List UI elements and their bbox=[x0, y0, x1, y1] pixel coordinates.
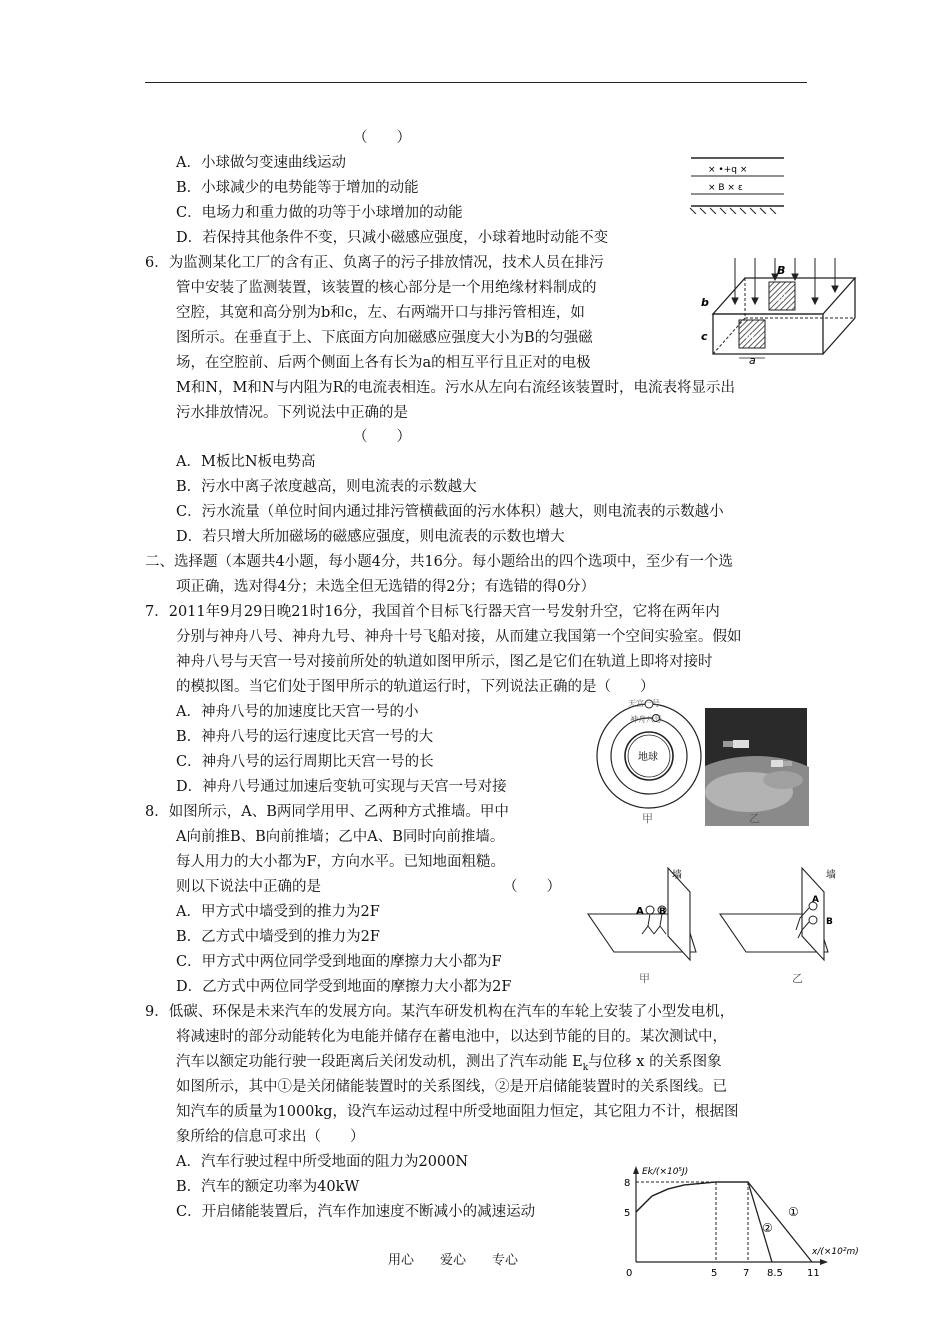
answer-bracket: （ ） bbox=[353, 130, 411, 146]
q8-wall-figure-jia bbox=[584, 864, 704, 988]
option-a: A．甲方式中墙受到的推力为2F bbox=[176, 904, 380, 920]
option-c: C．甲方式中两位同学受到地面的摩擦力大小都为F bbox=[176, 954, 502, 970]
series-label-1: ① bbox=[788, 1205, 799, 1219]
q8-fig-wall-label: 墙 bbox=[826, 870, 836, 881]
y-axis-arrow bbox=[633, 1166, 639, 1174]
option-b: B．乙方式中墙受到的推力为2F bbox=[176, 929, 380, 945]
q8-fig-A: A bbox=[812, 895, 819, 905]
q7-line-2: 分别与神舟八号、神舟九号、神舟十号飞船对接，从而建立我国第一个空间实验室。假如 bbox=[176, 629, 742, 645]
q6-fig-a: a bbox=[749, 354, 756, 366]
q8-fig-B: B bbox=[826, 917, 833, 927]
x-tick-11: 11 bbox=[807, 1268, 820, 1279]
q8-line-1: 8．如图所示，A、B两同学用甲、乙两种方式推墙。甲中 bbox=[145, 804, 509, 820]
q7-fig-yi-label: 乙 bbox=[749, 812, 760, 825]
q8-fig-yi-label: 乙 bbox=[792, 972, 803, 985]
q6-line-2: 管中安装了监测装置，该装置的核心部分是一个用绝缘材料制成的 bbox=[176, 280, 597, 296]
q9-line-3 bbox=[176, 1052, 722, 1078]
q6-box-figure bbox=[683, 254, 863, 366]
q6-fig-B: B bbox=[777, 264, 786, 277]
option-b: B．污水中离子浓度越高，则电流表的示数越大 bbox=[176, 479, 477, 495]
q9-line-3-b: 与位移 x 的关系图象 bbox=[588, 1054, 722, 1070]
x-tick-8.5: 8.5 bbox=[767, 1268, 783, 1279]
q8-fig-B: B bbox=[659, 907, 666, 917]
q6-fig-M: M bbox=[746, 331, 755, 342]
q9-line-6: 象所给的信息可求出（ ） bbox=[176, 1129, 365, 1145]
q9-line-1: 9．低碳、环保是未来汽车的发展方向。某汽车研发机构在汽车的车轮上安装了小型发电机， bbox=[145, 1004, 735, 1020]
q7-line-1: 7．2011年9月29日晚21时16分，我国首个目标飞行器天宫一号发射升空，它将在两年内 bbox=[145, 604, 720, 620]
series-line-2 bbox=[636, 1182, 772, 1262]
option-a: A．汽车行驶过程中所受地面的阻力为2000N bbox=[176, 1154, 469, 1170]
option-c: C．污水流量（单位时间内通过排污管横截面的污水体积）越大，则电流表的示数越小 bbox=[176, 504, 724, 520]
q6-fig-N: N bbox=[778, 293, 786, 304]
q6-line-5: 场，在空腔前、后两个侧面上各有长为a的相互平行且正对的电极 bbox=[176, 355, 591, 371]
q8-wall-figure-yi bbox=[716, 864, 840, 988]
q6-line-7: 污水排放情况。下列说法中正确的是 bbox=[176, 405, 408, 421]
q9-line-3-sub: k bbox=[582, 1062, 589, 1073]
q7-docking-photo-yi bbox=[705, 708, 809, 826]
series-label-2: ② bbox=[762, 1221, 773, 1235]
q6-line-1: 6．为监测某化工厂的含有正、负离子的污子排放情况，技术人员在排污 bbox=[145, 255, 604, 271]
q8-line-4: 则以下说法中正确的是 bbox=[176, 879, 321, 895]
option-a: A．小球做匀变速曲线运动 bbox=[176, 155, 346, 171]
option-c: C．神舟八号的运行周期比天宫一号的长 bbox=[176, 754, 434, 770]
chart-guides bbox=[636, 1182, 748, 1262]
q8-fig-wall-label: 墙 bbox=[672, 870, 682, 881]
y-tick-8: 8 bbox=[624, 1178, 631, 1189]
x-axis-label: x/(×10²m) bbox=[812, 1247, 859, 1257]
option-b: B．小球减少的电势能等于增加的动能 bbox=[176, 180, 419, 196]
option-b: B．神舟八号的运行速度比天宫一号的大 bbox=[176, 729, 434, 745]
option-b: B．汽车的额定功率为40kW bbox=[176, 1179, 360, 1195]
option-a: A．神舟八号的加速度比天宫一号的小 bbox=[176, 704, 419, 720]
q7-fig-jia-label: 甲 bbox=[642, 812, 653, 825]
y-axis-label: Ek/(×10⁵J) bbox=[642, 1167, 689, 1177]
q8-fig-jia-label: 甲 bbox=[639, 972, 650, 985]
page-footer: 用心 爱心 专心 bbox=[388, 1253, 519, 1268]
q7-fig-shenzhou-label: 神舟八号 bbox=[630, 715, 662, 724]
q8-fig-A: A bbox=[636, 906, 644, 917]
section-2-line-1: 二、选择题（本题共4小题，每小题4分，共16分。每小题给出的四个选项中，至少有一个选 bbox=[145, 554, 733, 570]
option-d: D．神舟八号通过加速后变轨可实现与天宫一号对接 bbox=[176, 779, 507, 795]
x-axis-arrow bbox=[820, 1259, 828, 1265]
q5-field-figure bbox=[686, 152, 796, 214]
answer-bracket: （ ） bbox=[353, 429, 411, 445]
header-rule bbox=[145, 82, 807, 83]
x-tick-7: 7 bbox=[743, 1268, 750, 1279]
q9-line-5: 知汽车的质量为1000kg，设汽车运动过程中所受地面阻力恒定，其它阻力不计，根据图 bbox=[176, 1104, 739, 1120]
x-tick-0: 0 bbox=[626, 1268, 633, 1279]
chart-series bbox=[636, 1182, 812, 1262]
q7-line-3: 神舟八号与天宫一号对接前所处的轨道如图甲所示，图乙是它们在轨道上即将对接时 bbox=[176, 654, 713, 670]
q5-field-row2: × B × ε bbox=[708, 183, 743, 193]
option-d: D．乙方式中两位同学受到地面的摩擦力大小都为2F bbox=[176, 979, 512, 995]
y-tick-5: 5 bbox=[624, 1208, 631, 1219]
section-2-line-2: 项正确，选对得4分；未选全但无选错的得2分；有选错的得0分） bbox=[176, 579, 596, 595]
q6-fig-b: b bbox=[701, 296, 709, 309]
q8-line-2: A向前推B、B向前推墙；乙中A、B同时向前推墙。 bbox=[176, 829, 505, 845]
chart-ticks bbox=[624, 1178, 820, 1279]
q7-fig-earth-label: 地球 bbox=[638, 752, 658, 763]
option-d: D．若保持其他条件不变，只减小磁感应强度，小球着地时动能不变 bbox=[176, 230, 609, 246]
q7-line-4: 的模拟图。当它们处于图甲所示的轨道运行时，下列说法正确的是（ ） bbox=[176, 679, 655, 695]
q6-line-6: M和N，M和N与内阻为R的电流表相连。污水从左向右流经该装置时，电流表将显示出 bbox=[176, 380, 735, 396]
q6-line-3: 空腔，其宽和高分别为b和c，左、右两端开口与排污管相连，如 bbox=[176, 305, 585, 321]
q6-fig-c: c bbox=[701, 330, 708, 343]
option-a: A．M板比N板电势高 bbox=[176, 454, 316, 470]
q9-line-4: 如图所示，其中①是关闭储能装置时的关系图线，②是开启储能装置时的关系图线。已 bbox=[176, 1079, 727, 1095]
q7-fig-tiangong-label: 天宫一号 bbox=[628, 699, 660, 708]
q9-line-3-a: 汽车以额定功能行驶一段距离后关闭发动机，测出了汽车动能 E bbox=[176, 1054, 583, 1070]
q6-line-4: 图所示。在垂直于上、下底面方向加磁感应强度大小为B的匀强磁 bbox=[176, 330, 593, 346]
q7-orbit-figure-jia bbox=[592, 698, 704, 826]
option-c: C．开启储能装置后，汽车作加速度不断减小的减速运动 bbox=[176, 1204, 536, 1220]
series-line-1 bbox=[636, 1182, 812, 1262]
option-d: D．若只增大所加磁场的磁感应强度，则电流表的示数也增大 bbox=[176, 529, 565, 545]
q9-line-2: 将减速时的部分动能转化为电能并储存在蓄电池中，以达到节能的目的。某次测试中， bbox=[176, 1029, 727, 1045]
ek-x-chart bbox=[612, 1162, 902, 1280]
option-c: C．电场力和重力做的功等于小球增加的动能 bbox=[176, 205, 463, 221]
answer-bracket: （ ） bbox=[503, 879, 561, 895]
q5-field-row1: × •+q × bbox=[708, 165, 748, 175]
x-tick-5: 5 bbox=[711, 1268, 718, 1279]
q8-line-3: 每人用力的大小都为F，方向水平。已知地面粗糙。 bbox=[176, 854, 506, 870]
